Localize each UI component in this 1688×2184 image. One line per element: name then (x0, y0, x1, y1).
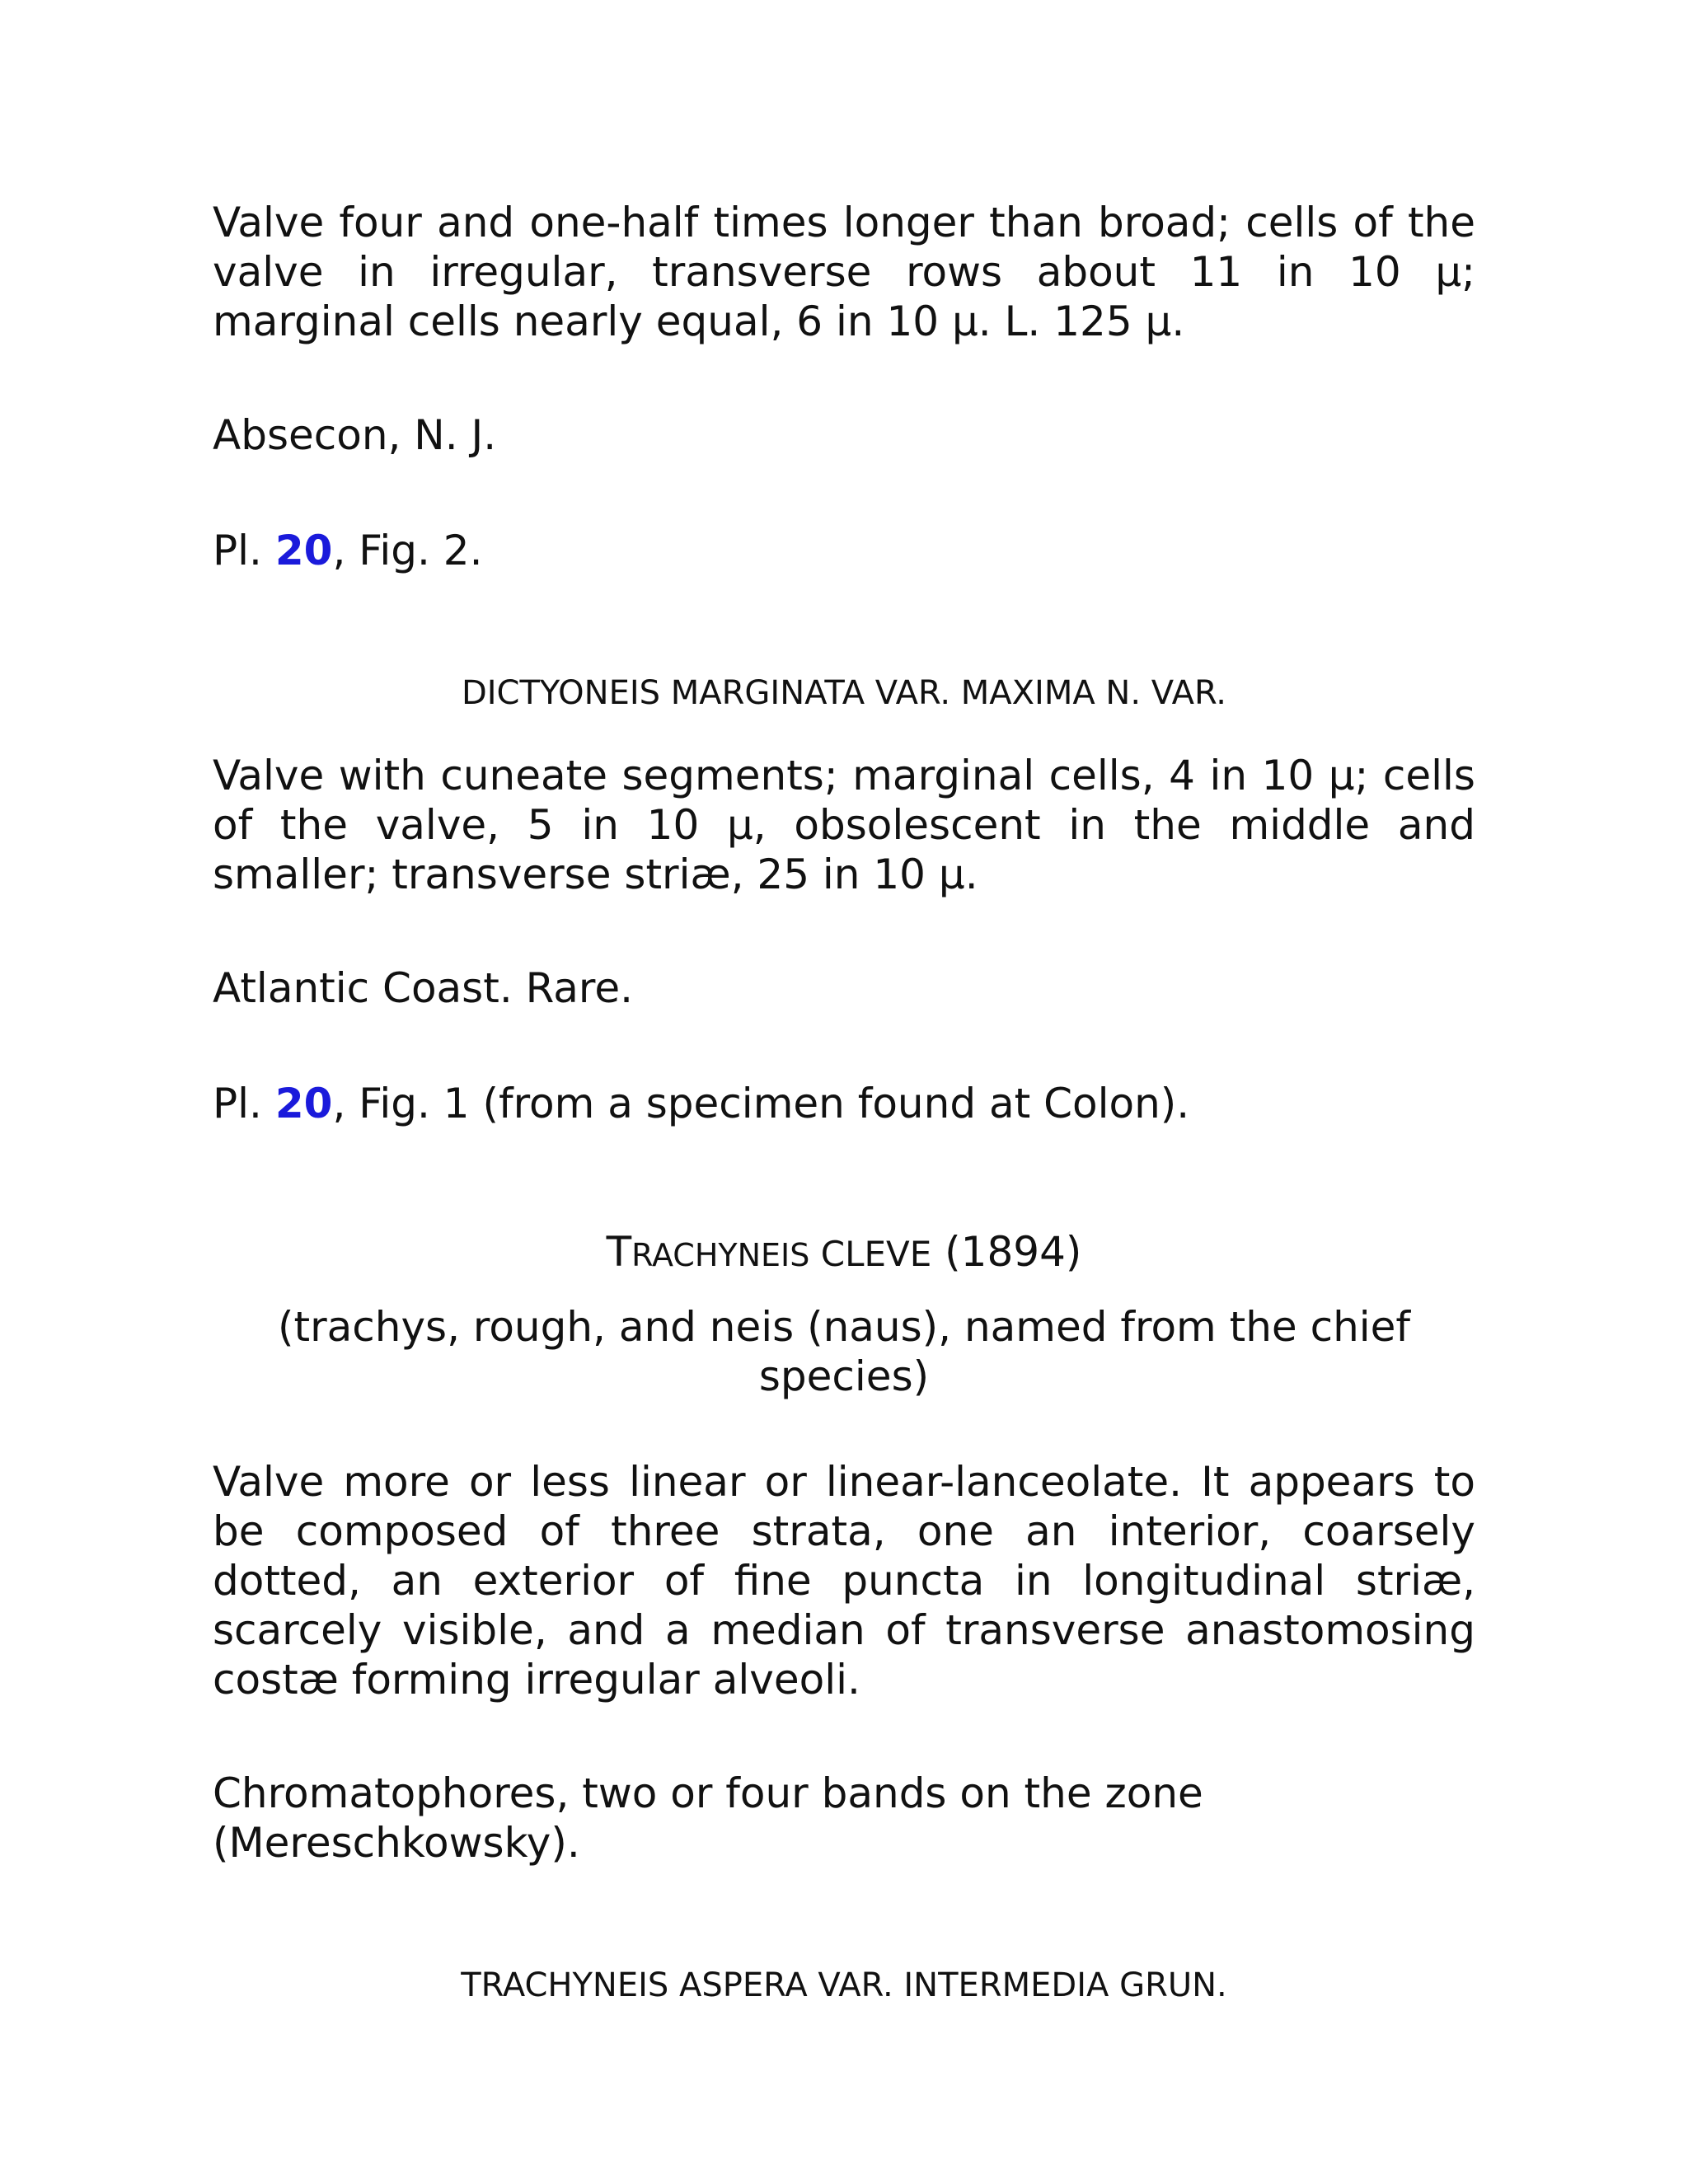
species-heading-trachyneis-aspera: TRACHYNEIS ASPERA VAR. INTERMEDIA GRUN. (461, 1966, 1227, 2004)
plate-prefix: Pl. (213, 1080, 275, 1127)
locality-absecon: Absecon, N. J. (213, 411, 497, 459)
genus-heading-trachyneis (213, 1227, 1475, 1280)
paragraph-chromatophores: Chromatophores, two or four bands on the zone (Mereschkowsky). (213, 1769, 1203, 1867)
plate-suffix: , Fig. 2. (332, 527, 483, 574)
species-heading-dictyoneis: DICTYONEIS MARGINATA VAR. MAXIMA N. VAR. (461, 674, 1227, 712)
document-page (213, 198, 1475, 2006)
plate-reference-fig-1 (213, 1079, 1475, 1128)
genus-initial: T (606, 1228, 632, 1276)
paragraph-valve-description: Valve four and one-half times longer than broad; cells of the valve in irregular, transverse rows about 11 in 10 μ; marginal cells nearly equal, 6 in 10 μ. L. 125 μ. (213, 199, 1475, 345)
plate-20-link[interactable]: 20 (274, 1080, 333, 1127)
paragraph-genus-description: Valve more or less linear or linear-lanceolate. It appears to be composed of three strata, one an interior, coarsely dotted, an exterior of fine puncta in longitudinal striæ, scarcely visible, and a median of transverse anastomosing costæ forming irregular alveoli. (213, 1458, 1475, 1704)
plate-prefix: Pl. (213, 527, 275, 574)
genus-year: (1894) (931, 1228, 1082, 1276)
plate-reference-fig-2 (213, 526, 1475, 575)
plate-suffix: , Fig. 1 (from a specimen found at Colon). (332, 1080, 1190, 1127)
paragraph-cuneate-segments: Valve with cuneate segments; marginal cells, 4 in 10 μ; cells of the valve, 5 in 10 μ, obsolescent in the middle and smaller; transverse striæ, 25 in 10 μ. (213, 752, 1475, 898)
genus-author: CLEVE (809, 1234, 932, 1274)
genus-etymology: (trachys, rough, and neis (naus), named from the chief species) (277, 1303, 1411, 1400)
locality-atlantic-coast: Atlantic Coast. Rare. (213, 964, 634, 1012)
plate-20-link[interactable]: 20 (274, 527, 333, 574)
genus-name-rest: RACHYNEIS (631, 1237, 810, 1273)
